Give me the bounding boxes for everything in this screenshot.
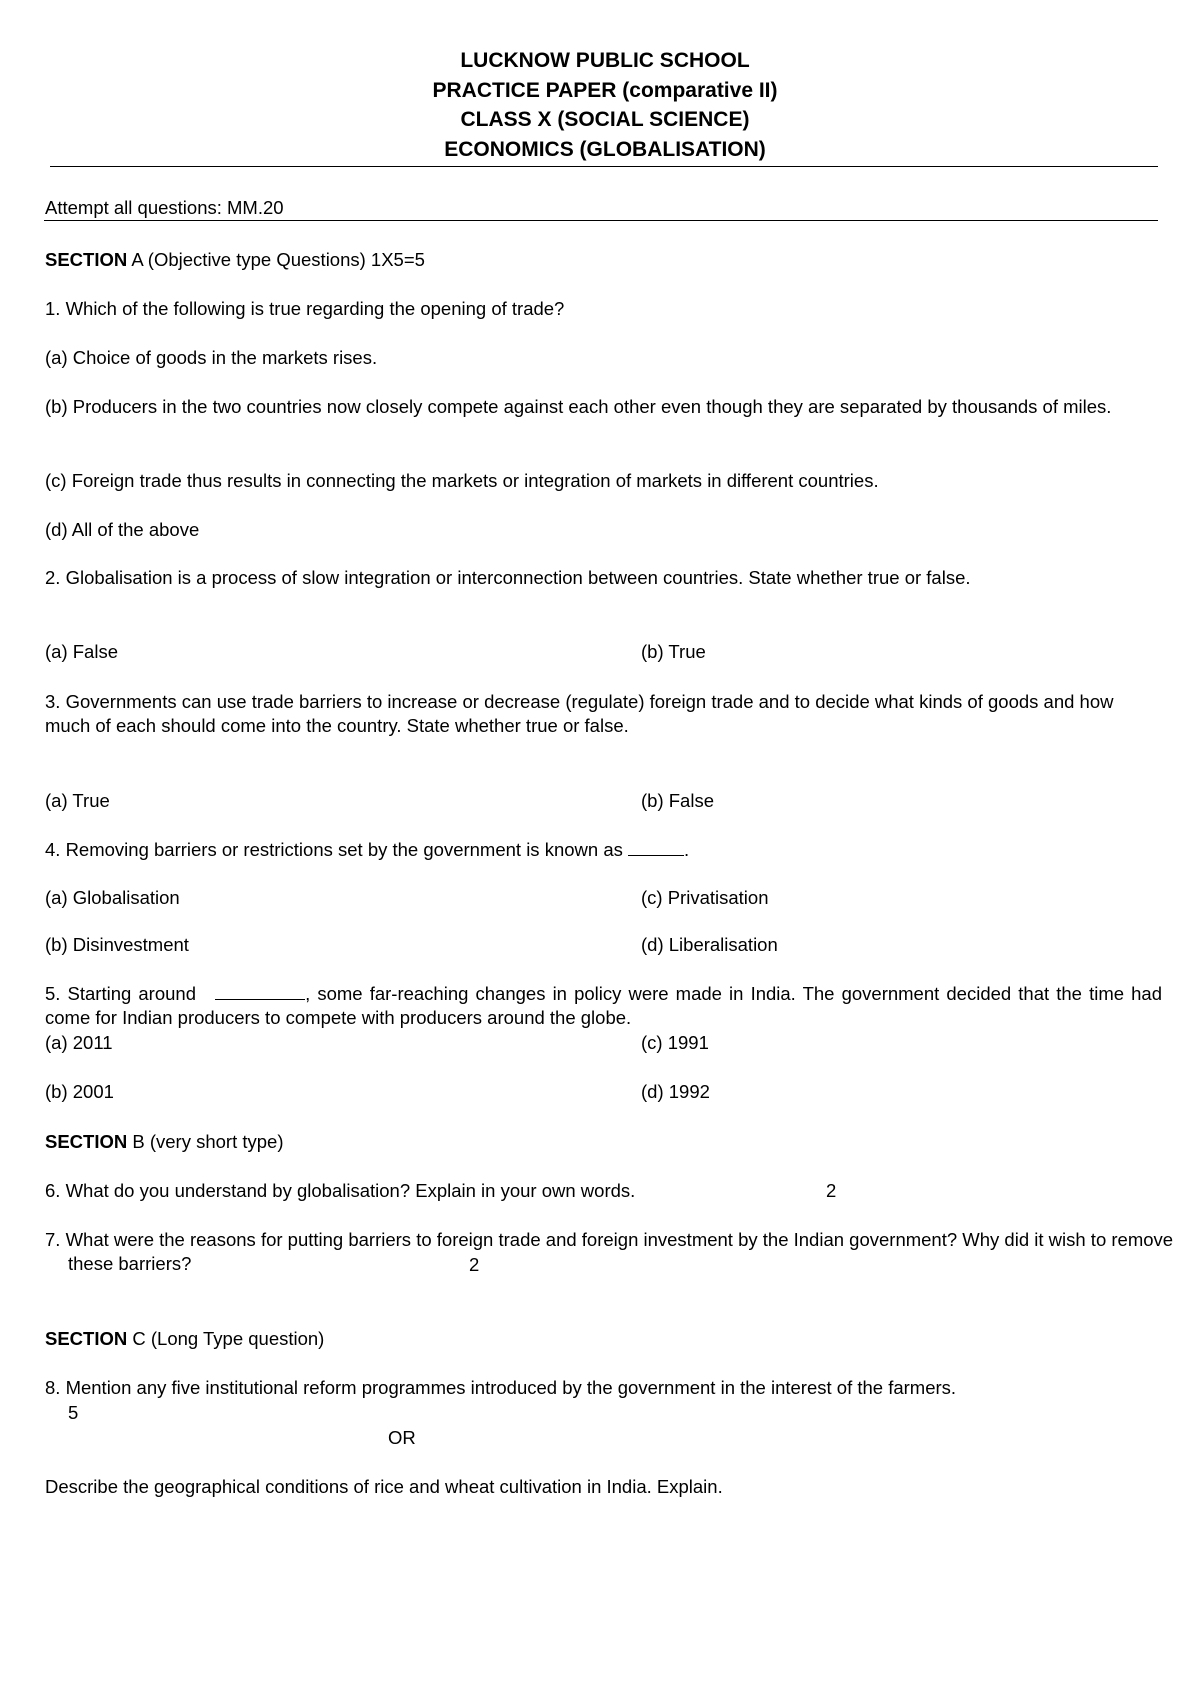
section-c-heading — [45, 1327, 324, 1351]
q5-option-b: (b) 2001 — [45, 1081, 114, 1102]
q5-option-a: (a) 2011 — [45, 1032, 113, 1053]
q5-option-c: (c) 1991 — [641, 1032, 709, 1053]
q8-marks: 5 — [68, 1402, 79, 1423]
question-3: 3. Governments can use trade barriers to increase or decrease (regulate) foreign trade and to decide what kinds of goods and how much of each should come into the country. State whether true or false. — [45, 691, 1114, 736]
q4-option-c: (c) Privatisation — [641, 887, 769, 908]
q1-option-d: (d) All of the above — [45, 519, 200, 540]
question-4 — [45, 838, 689, 862]
q2-option-b: (b) True — [641, 641, 706, 662]
section-c-label: SECTION — [45, 1328, 128, 1349]
q7-marks: 2 — [469, 1254, 480, 1275]
section-a-title: A (Objective type Questions) 1X5=5 — [127, 249, 425, 270]
subject-title: ECONOMICS (GLOBALISATION) — [444, 137, 766, 161]
section-b-title: B (very short type) — [127, 1131, 284, 1152]
q8-or: OR — [388, 1427, 416, 1448]
section-a-heading — [45, 248, 425, 272]
section-a-label: SECTION — [45, 249, 128, 270]
question-1: 1. Which of the following is true regarding the opening of trade? — [45, 298, 565, 319]
question-5 — [45, 982, 1162, 1030]
q1-option-a: (a) Choice of goods in the markets rises. — [45, 347, 378, 368]
q8-alternative: Describe the geographical conditions of rice and wheat cultivation in India. Explain. — [45, 1476, 723, 1497]
question-2: 2. Globalisation is a process of slow integration or interconnection between countries. State whether true or false. — [45, 567, 971, 588]
paper-title: PRACTICE PAPER (comparative II) — [432, 78, 778, 102]
q1-option-b: (b) Producers in the two countries now closely compete against each other even though they are separated by thousands of miles. — [45, 396, 1112, 417]
q4-option-a: (a) Globalisation — [45, 887, 180, 908]
q5-option-d: (d) 1992 — [641, 1081, 710, 1102]
q3-option-a: (a) True — [45, 790, 110, 811]
instructions: Attempt all questions: MM.20 — [45, 197, 284, 218]
q6-marks: 2 — [826, 1180, 837, 1201]
q4-option-d: (d) Liberalisation — [641, 934, 778, 955]
paper-header — [0, 46, 1200, 164]
q2-option-a: (a) False — [45, 641, 118, 662]
q4-text: 4. Removing barriers or restrictions set by the government is known as — [45, 839, 628, 860]
question-8: 8. Mention any five institutional reform programmes introduced by the government in the interest of the farmers. — [45, 1377, 957, 1398]
question-6: 6. What do you understand by globalisation? Explain in your own words. — [45, 1180, 636, 1201]
section-b-heading — [45, 1130, 284, 1154]
q1-option-c: (c) Foreign trade thus results in connecting the markets or integration of markets in different countries. — [45, 470, 879, 491]
school-name: LUCKNOW PUBLIC SCHOOL — [460, 49, 750, 72]
header-divider — [50, 166, 1158, 167]
q5-blank — [215, 985, 305, 1000]
question-7: 7. What were the reasons for putting barriers to foreign trade and foreign investment by the Indian government? Why did it wish to remove these barriers? — [45, 1229, 1174, 1274]
class-title: CLASS X (SOCIAL SCIENCE) — [460, 108, 750, 131]
section-b-label: SECTION — [45, 1131, 128, 1152]
section-c-title: C (Long Type question) — [127, 1328, 325, 1349]
q4-option-b: (b) Disinvestment — [45, 934, 189, 955]
q4-text-end: . — [684, 839, 690, 860]
q3-option-b: (b) False — [641, 790, 714, 811]
instructions-divider — [44, 220, 1158, 221]
q5-text-end: , some far-reaching changes in policy were made in India. The government decided that the time had come for Indian producers to compete with producers around the globe. — [45, 983, 1162, 1028]
q4-blank — [628, 841, 684, 856]
q5-text: 5. Starting around — [45, 983, 204, 1004]
